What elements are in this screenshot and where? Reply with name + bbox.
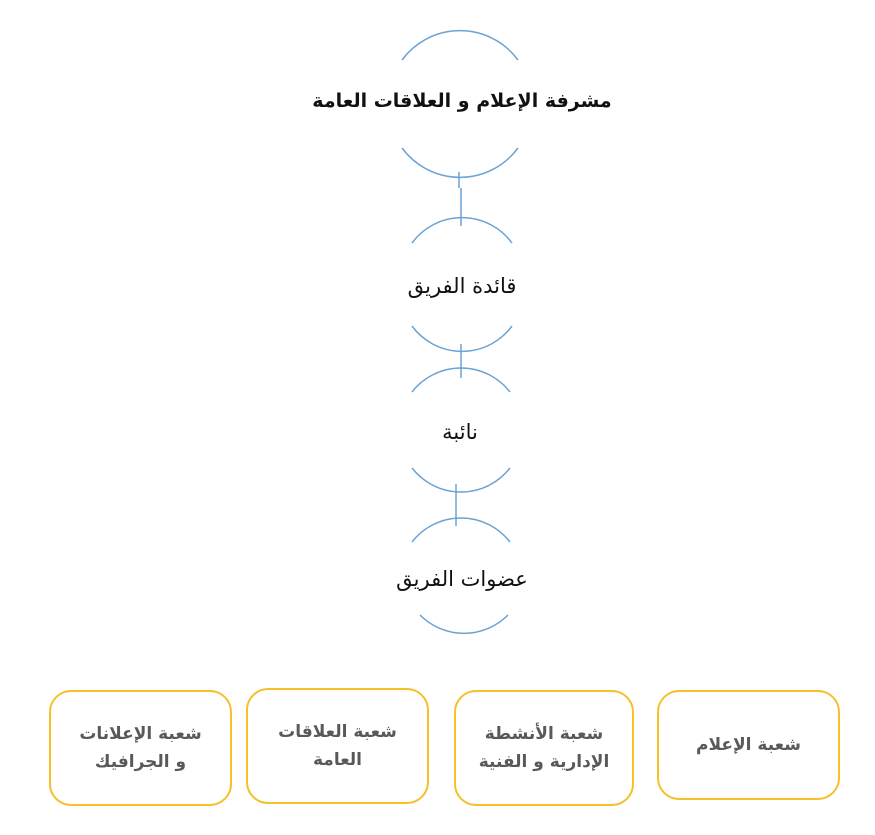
leader-top-arc (412, 218, 512, 243)
department-admin-arts-line1: شعبة الأنشطة (484, 723, 604, 744)
node-members: عضوات الفريق (396, 567, 528, 591)
department-public-relations-line2: العامة (312, 750, 363, 770)
department-ads-graphics-line1: شعبة الإعلانات (79, 723, 202, 744)
department-admin-arts (454, 690, 634, 806)
department-ads-graphics (49, 690, 232, 806)
leader-bottom-arc (412, 326, 512, 351)
node-deputy: نائبة (442, 420, 478, 444)
department-media (657, 690, 840, 800)
node-supervisor: مشرفة الإعلام و العلاقات العامة (312, 90, 612, 112)
supervisor-top-arc (402, 31, 518, 60)
members-bottom-arc (420, 615, 508, 633)
deputy-bottom-arc (412, 468, 510, 492)
department-public-relations (246, 688, 429, 804)
department-media-line1: شعبة الإعلام (696, 734, 801, 755)
department-admin-arts-line2: الإدارية و الفنية (478, 752, 610, 772)
department-public-relations-line1: شعبة العلاقات (278, 721, 397, 742)
node-team-leader: قائدة الفريق (407, 274, 517, 298)
members-top-arc (412, 518, 510, 542)
department-ads-graphics-line2: و الجرافيك (94, 752, 187, 772)
supervisor-bottom-arc (402, 148, 518, 177)
